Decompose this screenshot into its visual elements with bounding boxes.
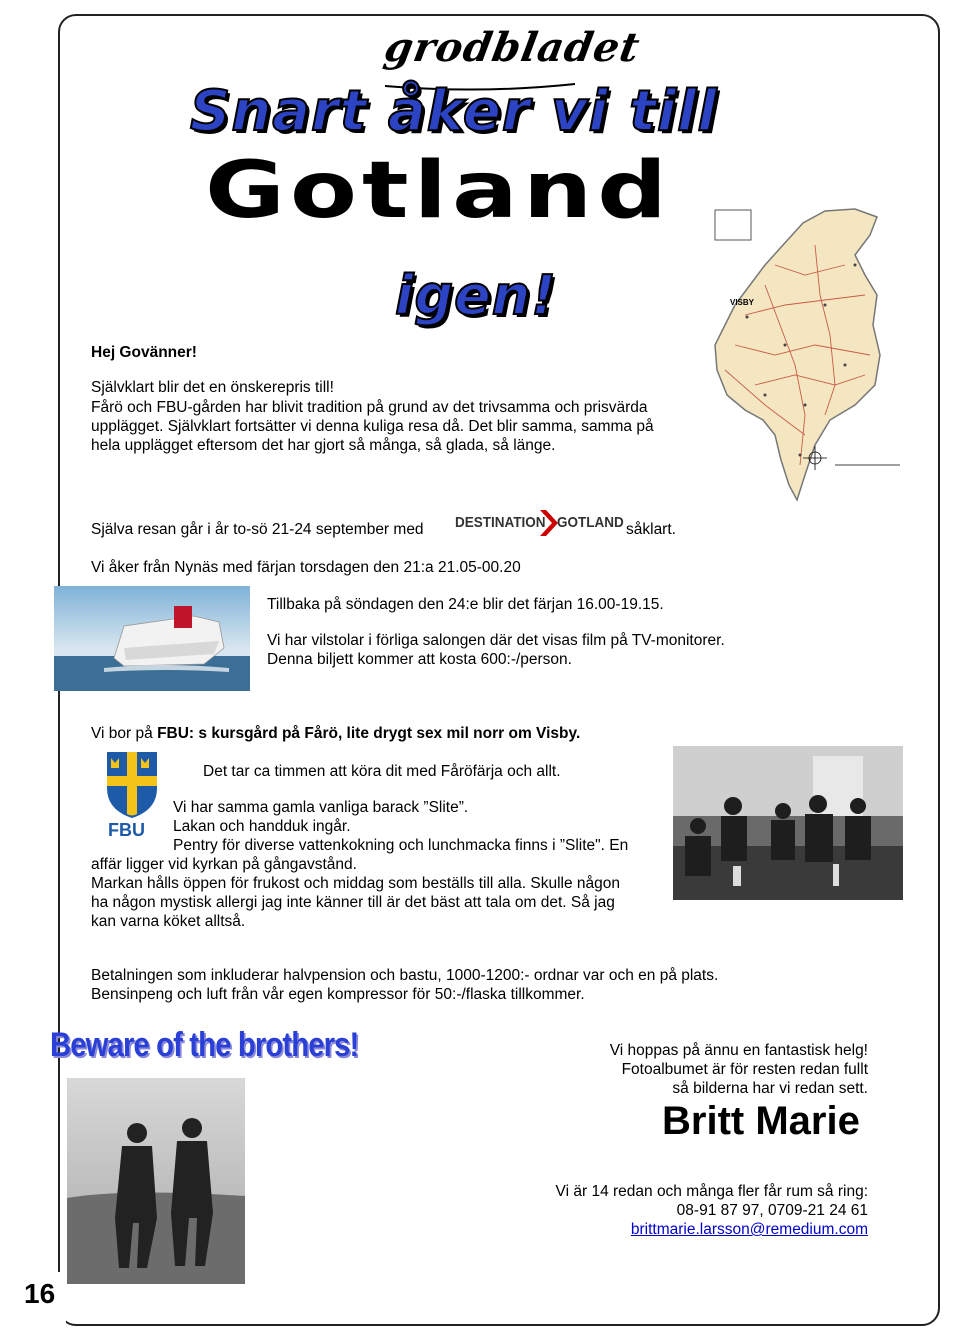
phone-numbers: 08-91 87 97, 0709-21 24 61 bbox=[676, 1202, 868, 1219]
lodging-line: Pentry för diverse vattenkokning och lunchmacka finns i ”Slite". En bbox=[173, 837, 629, 854]
divers-photo bbox=[67, 1078, 245, 1284]
lodging-line: ha någon mystisk allergi jag inte känner till är det bäst att tala om det. Så jag bbox=[91, 894, 615, 911]
contact-line: Vi är 14 redan och många fler får rum så ring: bbox=[555, 1183, 868, 1200]
lodging-heading-bold: FBU: s kursgård på Fårö, lite drygt sex mil norr om Visby. bbox=[157, 725, 581, 742]
page-number: 16 bbox=[24, 1278, 56, 1309]
title-line-1: Snart åker vi till bbox=[190, 79, 718, 144]
lodging-line: kan varna köket alltså. bbox=[91, 913, 246, 930]
travel-line-1-end: såklart. bbox=[626, 521, 676, 538]
greeting: Hej Govänner! bbox=[91, 344, 197, 361]
travel-line-2: Vi åker från Nynäs med färjan torsdagen den 21:a 21.05-00.20 bbox=[91, 559, 521, 576]
closing-line: Fotoalbumet är för resten redan fullt bbox=[621, 1061, 868, 1078]
intro-line: hela upplägget eftersom det har gjort så många, så glada, så länge. bbox=[91, 437, 556, 454]
logo-word-destination: DESTINATION bbox=[455, 514, 546, 531]
payment-line-1: Betalningen som inkluderar halvpension och bastu, 1000-1200:- ordnar var och en på plats. bbox=[91, 967, 719, 984]
travel-line-4: Vi har vilstolar i förliga salongen där det visas film på TV-monitorer. bbox=[267, 632, 725, 649]
lodging-line: Markan hålls öppen för frukost och middag som beställs till alla. Skulle någon bbox=[91, 875, 620, 892]
intro-line: Självklart blir det en önskerepris till! bbox=[91, 379, 334, 396]
payment-line-2: Bensinpeng och luft från vår egen kompressor för 50:-/flaska tillkommer. bbox=[91, 986, 585, 1003]
lodging-line: Vi har samma gamla vanliga barack ”Slite”. bbox=[173, 799, 469, 816]
beware-caption: Beware of the brothers! bbox=[50, 1026, 359, 1064]
closing-line: Vi hoppas på ännu en fantastisk helg! bbox=[609, 1042, 868, 1059]
intro-line: upplägget. Självklart fortsätter vi denna kuliga resa då. Det blir samma, samma på bbox=[91, 418, 654, 435]
title-line-3: igen! bbox=[395, 264, 557, 327]
lodging-line: Lakan och handduk ingår. bbox=[173, 818, 351, 835]
destination-gotland-logo bbox=[455, 504, 624, 544]
map-visby-label: VISBY bbox=[730, 298, 755, 307]
travel-line-1: Själva resan går i år to-sö 21-24 september med bbox=[91, 521, 424, 538]
fbu-label: FBU bbox=[108, 820, 145, 840]
logo-word-gotland: GOTLAND bbox=[557, 514, 624, 531]
travel-line-5: Denna biljett kommer att kosta 600:-/person. bbox=[267, 651, 572, 668]
intro-line: Fårö och FBU-gården har blivit tradition på grund av det trivsamma och prisvärda bbox=[91, 399, 648, 416]
grodbladet-logo: grodbladet bbox=[380, 24, 644, 71]
gotland-map-image bbox=[705, 205, 905, 505]
travel-line-3: Tillbaka på söndagen den 24:e blir det färjan 16.00-19.15. bbox=[267, 596, 664, 613]
lodging-line: Det tar ca timmen att köra dit med Fåröfärja och allt. bbox=[203, 763, 561, 780]
ferry-photo bbox=[54, 586, 250, 691]
closing-line: så bilderna har vi redan sett. bbox=[672, 1080, 868, 1097]
group-photo bbox=[673, 746, 903, 900]
title-line-2: Gotland bbox=[205, 146, 673, 236]
lodging-heading-prefix: Vi bor på bbox=[91, 725, 153, 742]
lodging-heading bbox=[91, 724, 580, 743]
lodging-line: affär ligger vid kyrkan på gångavstånd. bbox=[91, 856, 357, 873]
email-link[interactable]: brittmarie.larsson@remedium.com bbox=[630, 1221, 868, 1238]
signature: Britt Marie bbox=[662, 1099, 860, 1143]
fbu-shield-emblem bbox=[103, 750, 161, 820]
